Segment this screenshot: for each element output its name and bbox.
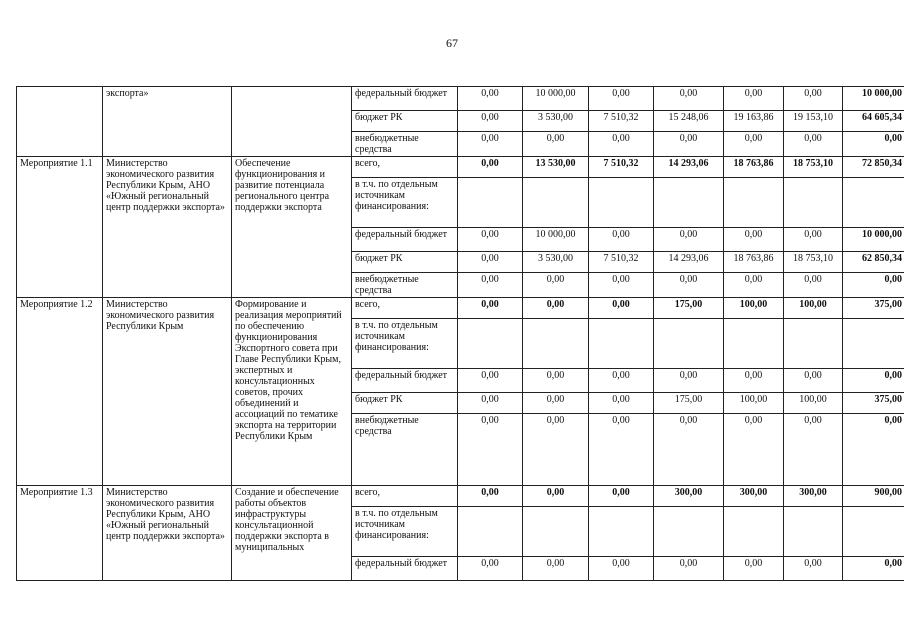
value-cell: 19 153,10 — [784, 111, 843, 132]
executor-cell: Министерство экономического развития Республики Крым, АНО «Южный региональный центр поддержки экспорта» — [103, 486, 232, 581]
value-cell — [784, 178, 843, 228]
value-cell: 0,00 — [458, 486, 523, 507]
total-cell: 900,00 — [843, 486, 904, 507]
source-cell: федеральный бюджет — [352, 557, 458, 581]
value-cell: 0,00 — [589, 369, 654, 393]
value-cell: 0,00 — [654, 414, 724, 486]
value-cell: 300,00 — [724, 486, 784, 507]
total-cell: 64 605,34 — [843, 111, 904, 132]
budget-table-body — [17, 87, 904, 581]
value-cell: 0,00 — [589, 557, 654, 581]
source-cell: федеральный бюджет — [352, 228, 458, 252]
value-cell: 100,00 — [724, 393, 784, 414]
value-cell: 0,00 — [654, 273, 724, 298]
value-cell: 0,00 — [784, 273, 843, 298]
value-cell: 0,00 — [589, 393, 654, 414]
value-cell: 10 000,00 — [523, 87, 589, 111]
total-cell: 0,00 — [843, 132, 904, 157]
source-cell: внебюджетные средства — [352, 273, 458, 298]
page-number: 67 — [446, 36, 458, 50]
total-cell: 0,00 — [843, 414, 904, 486]
value-cell: 0,00 — [589, 273, 654, 298]
value-cell — [724, 319, 784, 369]
value-cell: 0,00 — [784, 132, 843, 157]
value-cell: 0,00 — [654, 228, 724, 252]
value-cell: 0,00 — [724, 132, 784, 157]
total-cell — [843, 319, 904, 369]
value-cell: 0,00 — [589, 228, 654, 252]
value-cell: 0,00 — [784, 228, 843, 252]
value-cell — [654, 178, 724, 228]
value-cell — [784, 507, 843, 557]
source-cell: всего, — [352, 486, 458, 507]
value-cell: 7 510,32 — [589, 111, 654, 132]
total-cell: 62 850,34 — [843, 252, 904, 273]
value-cell: 0,00 — [784, 369, 843, 393]
value-cell: 0,00 — [523, 298, 589, 319]
value-cell: 0,00 — [458, 157, 523, 178]
table-row — [17, 486, 904, 507]
total-cell — [843, 178, 904, 228]
value-cell: 0,00 — [523, 557, 589, 581]
value-cell: 7 510,32 — [589, 157, 654, 178]
value-cell: 18 763,86 — [724, 252, 784, 273]
value-cell — [523, 319, 589, 369]
value-cell: 0,00 — [458, 414, 523, 486]
value-cell: 0,00 — [458, 273, 523, 298]
value-cell: 100,00 — [724, 298, 784, 319]
value-cell: 0,00 — [523, 369, 589, 393]
value-cell: 0,00 — [724, 228, 784, 252]
total-cell: 0,00 — [843, 369, 904, 393]
source-cell: федеральный бюджет — [352, 87, 458, 111]
value-cell: 0,00 — [589, 87, 654, 111]
value-cell: 0,00 — [523, 486, 589, 507]
event-cell: Мероприятие 1.2 — [17, 298, 103, 486]
value-cell: 0,00 — [654, 557, 724, 581]
total-cell: 375,00 — [843, 298, 904, 319]
executor-cell: экспорта» — [103, 87, 232, 157]
value-cell: 0,00 — [724, 557, 784, 581]
value-cell: 175,00 — [654, 298, 724, 319]
value-cell: 300,00 — [784, 486, 843, 507]
value-cell — [523, 507, 589, 557]
total-cell: 10 000,00 — [843, 87, 904, 111]
value-cell: 300,00 — [654, 486, 724, 507]
source-cell: в т.ч. по отдельным источникам финансирования: — [352, 507, 458, 557]
value-cell: 0,00 — [654, 87, 724, 111]
value-cell: 0,00 — [589, 414, 654, 486]
value-cell — [458, 507, 523, 557]
value-cell: 175,00 — [654, 393, 724, 414]
event-cell — [17, 87, 103, 157]
value-cell: 0,00 — [458, 228, 523, 252]
value-cell — [589, 178, 654, 228]
executor-cell: Министерство экономического развития Республики Крым — [103, 298, 232, 486]
value-cell: 100,00 — [784, 298, 843, 319]
table-row — [17, 298, 904, 319]
event-cell: Мероприятие 1.1 — [17, 157, 103, 298]
value-cell — [654, 319, 724, 369]
source-cell: внебюджетные средства — [352, 414, 458, 486]
value-cell: 0,00 — [784, 557, 843, 581]
value-cell: 0,00 — [784, 414, 843, 486]
value-cell: 13 530,00 — [523, 157, 589, 178]
total-cell: 72 850,34 — [843, 157, 904, 178]
value-cell: 0,00 — [523, 273, 589, 298]
value-cell: 18 763,86 — [724, 157, 784, 178]
value-cell: 10 000,00 — [523, 228, 589, 252]
source-cell: всего, — [352, 157, 458, 178]
total-cell: 0,00 — [843, 273, 904, 298]
event-cell: Мероприятие 1.3 — [17, 486, 103, 581]
total-cell: 0,00 — [843, 557, 904, 581]
executor-cell: Министерство экономического развития Республики Крым, АНО «Южный региональный центр поддержки экспорта» — [103, 157, 232, 298]
content-cell — [232, 87, 352, 157]
value-cell: 0,00 — [589, 298, 654, 319]
source-cell: бюджет РК — [352, 252, 458, 273]
value-cell — [589, 319, 654, 369]
value-cell: 0,00 — [458, 369, 523, 393]
source-cell: в т.ч. по отдельным источникам финансирования: — [352, 319, 458, 369]
value-cell: 0,00 — [458, 298, 523, 319]
value-cell: 0,00 — [724, 87, 784, 111]
value-cell: 0,00 — [724, 273, 784, 298]
value-cell: 15 248,06 — [654, 111, 724, 132]
value-cell — [458, 319, 523, 369]
content-cell: Формирование и реализация мероприятий по обеспечению функционирования Экспортного совета при Главе Республики Крым, экспертных и консультационных советов, прочих объединений и ассоциаций по тематике экспорта на территории Республики Крым — [232, 298, 352, 486]
source-cell: федеральный бюджет — [352, 369, 458, 393]
value-cell: 0,00 — [523, 132, 589, 157]
value-cell — [654, 507, 724, 557]
value-cell: 18 753,10 — [784, 252, 843, 273]
total-cell: 10 000,00 — [843, 228, 904, 252]
source-cell: всего, — [352, 298, 458, 319]
source-cell: внебюджетные средства — [352, 132, 458, 157]
budget-table — [16, 86, 904, 581]
total-cell: 375,00 — [843, 393, 904, 414]
value-cell: 18 753,10 — [784, 157, 843, 178]
value-cell: 0,00 — [523, 393, 589, 414]
table-row — [17, 87, 904, 111]
value-cell: 3 530,00 — [523, 111, 589, 132]
value-cell: 0,00 — [458, 557, 523, 581]
value-cell — [589, 507, 654, 557]
value-cell: 0,00 — [724, 369, 784, 393]
value-cell — [784, 319, 843, 369]
value-cell: 0,00 — [589, 132, 654, 157]
value-cell: 7 510,32 — [589, 252, 654, 273]
value-cell — [458, 178, 523, 228]
value-cell: 0,00 — [458, 87, 523, 111]
value-cell: 0,00 — [458, 132, 523, 157]
total-cell — [843, 507, 904, 557]
content-cell: Обеспечение функционирования и развитие потенциала регионального центра поддержки экспорта — [232, 157, 352, 298]
value-cell — [724, 178, 784, 228]
value-cell: 3 530,00 — [523, 252, 589, 273]
content-cell: Создание и обеспечение работы объектов инфраструктуры консультационной поддержки экспорта в муниципальных — [232, 486, 352, 581]
value-cell: 0,00 — [784, 87, 843, 111]
source-cell: бюджет РК — [352, 393, 458, 414]
source-cell: в т.ч. по отдельным источникам финансирования: — [352, 178, 458, 228]
value-cell: 0,00 — [458, 393, 523, 414]
value-cell: 0,00 — [654, 369, 724, 393]
value-cell: 0,00 — [589, 486, 654, 507]
value-cell: 14 293,06 — [654, 252, 724, 273]
table-row — [17, 157, 904, 178]
value-cell: 0,00 — [458, 111, 523, 132]
value-cell: 0,00 — [654, 132, 724, 157]
value-cell: 0,00 — [724, 414, 784, 486]
value-cell: 19 163,86 — [724, 111, 784, 132]
value-cell: 14 293,06 — [654, 157, 724, 178]
value-cell: 100,00 — [784, 393, 843, 414]
value-cell — [724, 507, 784, 557]
value-cell — [523, 178, 589, 228]
value-cell: 0,00 — [523, 414, 589, 486]
source-cell: бюджет РК — [352, 111, 458, 132]
value-cell: 0,00 — [458, 252, 523, 273]
